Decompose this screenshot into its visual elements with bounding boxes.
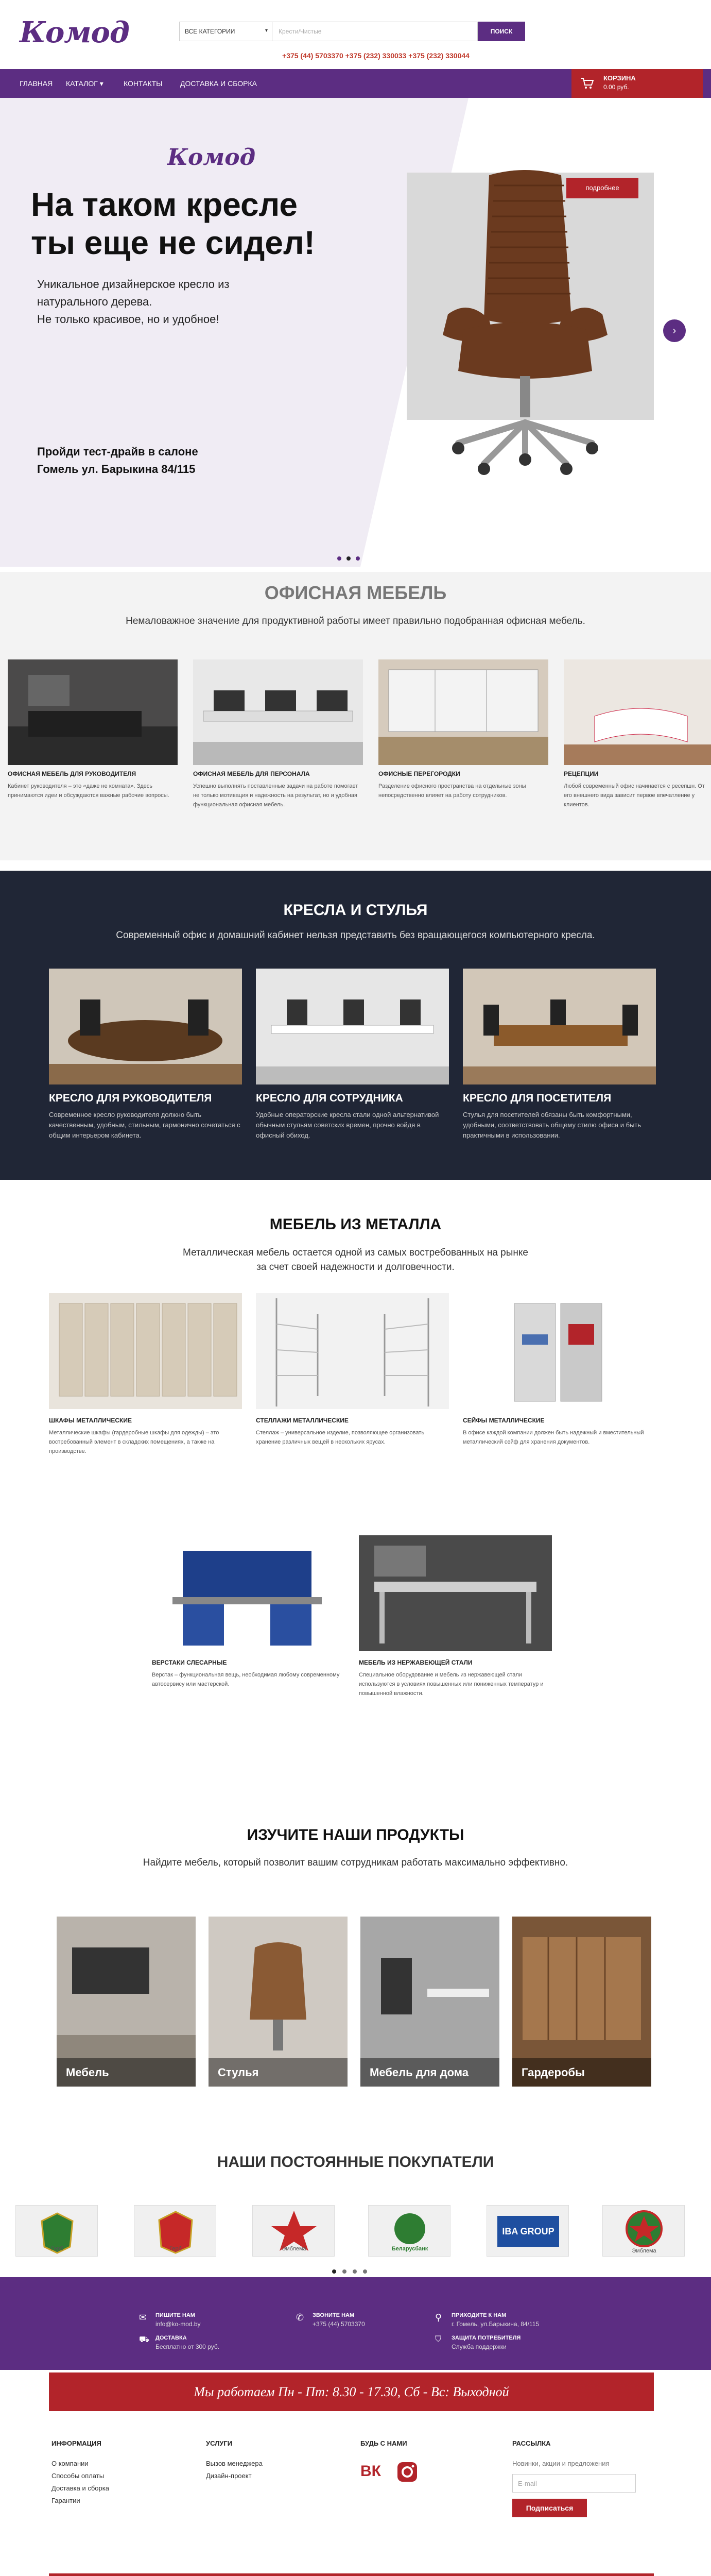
subscribe-button[interactable]: Подписаться xyxy=(512,2499,587,2517)
chair-card-title[interactable]: КРЕСЛО ДЛЯ СОТРУДНИКА xyxy=(256,1092,403,1104)
office-card-image[interactable] xyxy=(564,659,711,765)
chair-card-title[interactable]: КРЕСЛО ДЛЯ ПОСЕТИТЕЛЯ xyxy=(463,1092,612,1104)
chair-card-title[interactable]: КРЕСЛО ДЛЯ РУКОВОДИТЕЛЯ xyxy=(49,1092,212,1104)
work-hours-band: Мы работаем Пн - Пт: 8.30 - 17.30, Сб - Вс: Выходной xyxy=(49,2372,654,2411)
footer-services-title: УСЛУГИ xyxy=(206,2439,233,2447)
footer-link[interactable]: Способы оплаты xyxy=(51,2472,105,2480)
metal-card-text: Металлические шкафы (гардеробные шкафы для одежды) – это востребованный элемент в складских помещениях, а также на производстве. xyxy=(49,1430,219,1454)
product-tile-label: Мебель xyxy=(66,2066,109,2079)
header-phones[interactable]: +375 (44) 5703370 +375 (232) 330033 +375 (232) 330044 xyxy=(282,52,470,60)
product-tile[interactable] xyxy=(57,1917,196,2087)
office-card-title[interactable]: ОФИСНАЯ МЕБЕЛЬ ДЛЯ ПЕРСОНАЛА xyxy=(193,770,310,777)
contact-visit-title: ПРИХОДИТЕ К НАМ xyxy=(452,2312,507,2318)
hero-subtitle xyxy=(37,276,230,328)
office-card-image[interactable] xyxy=(378,659,548,765)
partner-logo[interactable] xyxy=(252,2205,335,2257)
footer-social-title: БУДЬ С НАМИ xyxy=(360,2439,407,2447)
slider-dot[interactable] xyxy=(332,2269,336,2274)
footer-link[interactable]: Доставка и сборка xyxy=(51,2484,109,2492)
product-tile-label: Стулья xyxy=(218,2066,259,2079)
footer-link[interactable]: Дизайн-проект xyxy=(206,2472,252,2480)
metal-subtitle xyxy=(0,1246,711,1275)
metal-card-text: Верстак – функциональная вещь, необходимая любому современному автосервису или мастерской. xyxy=(152,1672,340,1687)
metal-card-title[interactable]: СТЕЛЛАЖИ МЕТАЛЛИЧЕСКИЕ xyxy=(256,1417,349,1424)
partner-logo[interactable] xyxy=(15,2205,98,2257)
nav-contacts[interactable]: КОНТАКТЫ xyxy=(124,79,163,88)
mail-icon: ✉ xyxy=(139,2312,147,2323)
metal-subtitle-line: Металлическая мебель остается одной из самых востребованных на рынке xyxy=(183,1247,528,1258)
metal-card-title[interactable]: СЕЙФЫ МЕТАЛЛИЧЕСКИЕ xyxy=(463,1417,545,1424)
product-tile-label: Гардеробы xyxy=(522,2066,585,2079)
metal-card-image[interactable] xyxy=(359,1535,552,1651)
footer-services-column xyxy=(206,2439,324,2482)
office-card-title[interactable]: ОФИСНЫЕ ПЕРЕГОРОДКИ xyxy=(378,770,460,777)
chair-card xyxy=(256,1092,449,1141)
contact-visit-value: г. Гомель, ул.Барыкина, 84/115 xyxy=(452,2320,540,2328)
office-subtitle: Немаловажное значение для продуктивной работы имеет правильно подобранная офисная мебель. xyxy=(126,616,585,626)
hero-logo: Комод xyxy=(167,144,256,171)
footer-info-title: ИНФОРМАЦИЯ xyxy=(51,2439,101,2447)
metal-card-title[interactable]: МЕБЕЛЬ ИЗ НЕРЖАВЕЮЩЕЙ СТАЛИ xyxy=(359,1659,473,1666)
metal-subtitle-line: за счет своей надежности и долговечности. xyxy=(256,1262,455,1273)
chair-card xyxy=(49,1092,242,1141)
category-select-value: ВСЕ КАТЕГОРИИ xyxy=(185,28,235,35)
chair-card-text: Современное кресло руководителя должно быть качественным, удобным, стильным, гармонично сочетаться с общим интерьером кабинета. xyxy=(49,1111,240,1139)
slider-dot[interactable] xyxy=(353,2269,357,2274)
chair-card-image[interactable] xyxy=(49,969,242,1084)
partner-logo[interactable] xyxy=(134,2205,216,2257)
cart-label: КОРЗИНА xyxy=(603,74,636,82)
office-card-text: Любой современный офис начинается с ресепшн. От его внешнего вида зависит первое впечатление у клиентов. xyxy=(564,783,705,808)
hero-headline-line: На таком кресле xyxy=(31,186,298,223)
footer-subscribe-title: РАССЫЛКА xyxy=(512,2439,551,2447)
contact-protect-value: Служба поддержки xyxy=(452,2343,507,2350)
contact-protect-title: ЗАЩИТА ПОТРЕБИТЕЛЯ xyxy=(452,2335,521,2341)
office-card-text: Кабинет руководителя – это «даже не комната». Здесь принимаются идеи и обсуждаются важные рабочие вопросы. xyxy=(8,783,169,799)
office-card-text: Успешно выполнять поставленные задачи на работе помогает не только мотивация и надежность на результат, но и удобная функциональная офисная мебель. xyxy=(193,783,358,808)
products-title: ИЗУЧИТЕ НАШИ ПРОДУКТЫ xyxy=(247,1826,464,1843)
hero-cta-line: Пройди тест-драйв в салоне xyxy=(37,445,198,458)
logo-text: Комод xyxy=(20,15,129,49)
office-title: ОФИСНАЯ МЕБЕЛЬ xyxy=(264,582,447,603)
hero-cta-line: Гомель ул. Барыкина 84/115 xyxy=(37,463,196,476)
metal-card-text: Стеллаж – универсальное изделие, позволяющее организовать хранение различных вещей в нескольких ярусах. xyxy=(256,1430,425,1445)
chevron-down-icon: ▾ xyxy=(99,79,103,88)
metal-card-title[interactable]: ВЕРСТАКИ СЛЕСАРНЫЕ xyxy=(152,1659,227,1666)
office-card-image[interactable] xyxy=(193,659,363,765)
office-card-title[interactable]: ОФИСНАЯ МЕБЕЛЬ ДЛЯ РУКОВОДИТЕЛЯ xyxy=(8,770,136,777)
hero-subtitle-line: натурального дерева. xyxy=(37,295,152,308)
contacts-band xyxy=(0,2277,711,2370)
chairs-subtitle: Современный офис и домашний кабинет нельзя представить без вращающегося компьютерного кресла. xyxy=(116,930,595,941)
nav-catalog-label: КАТАЛОГ xyxy=(66,79,98,88)
hero-slider xyxy=(0,98,711,567)
contact-write-title: ПИШИТЕ НАМ xyxy=(155,2312,195,2318)
hero-details-button[interactable]: подробнее xyxy=(566,178,638,198)
metal-card-image[interactable] xyxy=(463,1293,656,1409)
instagram-icon[interactable] xyxy=(396,2461,418,2483)
subscribe-text: Новинки, акции и предложения xyxy=(512,2460,610,2467)
hero-headline-line: ты еще не сидел! xyxy=(31,224,315,261)
hero-subtitle-line: Не только красивое, но и удобное! xyxy=(37,313,219,326)
metal-card xyxy=(463,1417,656,1447)
office-card xyxy=(564,770,708,809)
chairs-title: КРЕСЛА И СТУЛЬЯ xyxy=(283,902,428,919)
footer-info-column xyxy=(51,2439,170,2507)
partner-logo-name: Эмблема xyxy=(632,2248,656,2254)
wooden-chair-image xyxy=(417,165,633,479)
cart-button[interactable] xyxy=(571,69,703,98)
partner-logo-name: Эмблема xyxy=(282,2246,306,2252)
metal-card-image[interactable] xyxy=(152,1535,345,1651)
office-card xyxy=(378,770,548,800)
subscribe-email-placeholder: E-mail xyxy=(518,2480,537,2487)
search-input[interactable] xyxy=(272,22,478,41)
metal-card-image[interactable] xyxy=(256,1293,449,1409)
phone-icon: ✆ xyxy=(296,2312,304,2323)
product-tile[interactable] xyxy=(512,1917,651,2087)
contact-call-value: +375 (44) 5703370 xyxy=(313,2320,365,2328)
truck-icon: ⛟ xyxy=(139,2335,150,2344)
slider-dot[interactable] xyxy=(363,2269,367,2274)
nav-catalog[interactable] xyxy=(66,79,103,88)
office-card-title[interactable]: РЕЦЕПЦИИ xyxy=(564,770,599,777)
subscribe-email-input[interactable] xyxy=(512,2474,636,2493)
partners-title: НАШИ ПОСТОЯННЫЕ ПОКУПАТЕЛИ xyxy=(217,2154,494,2171)
products-subtitle: Найдите мебель, который позволит вашим сотрудникам работать максимально эффективно. xyxy=(143,1857,568,1868)
footer-social-column xyxy=(360,2439,479,2480)
contact-write-value: info@ko-mod.by xyxy=(155,2320,201,2328)
category-select[interactable] xyxy=(179,22,272,41)
payment-band xyxy=(49,2573,654,2576)
metal-card xyxy=(359,1659,552,1698)
partner-logo[interactable] xyxy=(487,2205,569,2257)
office-card-image[interactable] xyxy=(8,659,178,765)
footer-link[interactable]: Гарантии xyxy=(51,2497,80,2504)
hero-subtitle-line: Уникальное дизайнерское кресло из xyxy=(37,278,230,291)
slider-dot[interactable] xyxy=(337,556,341,561)
metal-card-text: Специальное оборудование и мебель из нержавеющей стали используются в условиях повышенных или пониженных температур и повышенной влажности. xyxy=(359,1672,544,1697)
chevron-down-icon: ▾ xyxy=(265,28,268,33)
metal-card-text: В офисе каждой компании должен быть надежный и вместительный металлический сейф для хранения документов. xyxy=(463,1430,644,1445)
partner-logo-name: Беларусбанк xyxy=(391,2246,428,2252)
footer-link[interactable]: О компании xyxy=(51,2460,89,2467)
office-card-text: Разделение офисного пространства на отдельные зоны непосредственно влияет на работу сотрудников. xyxy=(378,783,526,799)
footer-link[interactable]: Вызов менеджера xyxy=(206,2460,263,2467)
location-icon: ⚲ xyxy=(435,2312,442,2323)
contact-call-title: ЗВОНИТЕ НАМ xyxy=(313,2312,355,2318)
shield-icon: ⛉ xyxy=(435,2335,442,2344)
chair-card-image[interactable] xyxy=(463,969,656,1084)
chevron-right-icon: › xyxy=(672,325,677,336)
partner-logo[interactable] xyxy=(602,2205,685,2257)
site-logo[interactable] xyxy=(20,15,129,57)
chair-card xyxy=(463,1092,656,1141)
partner-logo[interactable] xyxy=(368,2205,450,2257)
hero-headline xyxy=(31,185,315,262)
cart-icon xyxy=(581,77,594,90)
chair-card-text: Удобные операторские кресла стали одной альтернативой обычным стульям советских времен, прочно войдя в офисный обиход. xyxy=(256,1111,439,1139)
slider-dot[interactable] xyxy=(346,556,351,561)
office-card xyxy=(193,770,363,809)
office-card xyxy=(8,770,178,800)
chairs-section xyxy=(0,871,711,1180)
chair-card-text: Стулья для посетителей обязаны быть комфортными, удобными, соответствовать общему стилю офиса и быть практичными в использовании. xyxy=(463,1111,641,1139)
slider-dot[interactable] xyxy=(356,556,360,561)
cart-total: 0.00 руб. xyxy=(603,83,629,91)
partner-logo-name: Герб xyxy=(51,2246,63,2252)
metal-title: МЕБЕЛЬ ИЗ МЕТАЛЛА xyxy=(269,1216,442,1233)
nav-delivery[interactable]: ДОСТАВКА И СБОРКА xyxy=(180,79,257,88)
contact-delivery-title: ДОСТАВКА xyxy=(155,2335,187,2341)
metal-card xyxy=(49,1417,242,1456)
product-tile-label: Мебель для дома xyxy=(370,2066,469,2079)
partner-logo-name: IBA GROUP xyxy=(497,2216,559,2247)
product-tile[interactable] xyxy=(209,1917,348,2087)
slider-dot[interactable] xyxy=(342,2269,346,2274)
product-tile[interactable] xyxy=(360,1917,499,2087)
chair-card-image[interactable] xyxy=(256,969,449,1084)
slider-next-button[interactable] xyxy=(663,319,686,342)
hero-cta-text xyxy=(37,443,198,478)
metal-card-image[interactable] xyxy=(49,1293,242,1409)
vk-icon[interactable]: ВК xyxy=(360,2463,381,2480)
contact-delivery-value: Бесплатно от 300 руб. xyxy=(155,2343,220,2350)
metal-card xyxy=(152,1659,345,1689)
footer-subscribe-column xyxy=(512,2439,656,2517)
metal-card-title[interactable]: ШКАФЫ МЕТАЛЛИЧЕСКИЕ xyxy=(49,1417,132,1424)
main-nav xyxy=(0,69,711,98)
search-button[interactable]: ПОИСК xyxy=(478,22,525,41)
search-placeholder: Крести/Чистые xyxy=(279,28,322,35)
partner-logo-name: Герб xyxy=(169,2246,182,2252)
nav-home[interactable]: ГЛАВНАЯ xyxy=(20,79,53,88)
metal-card xyxy=(256,1417,449,1447)
